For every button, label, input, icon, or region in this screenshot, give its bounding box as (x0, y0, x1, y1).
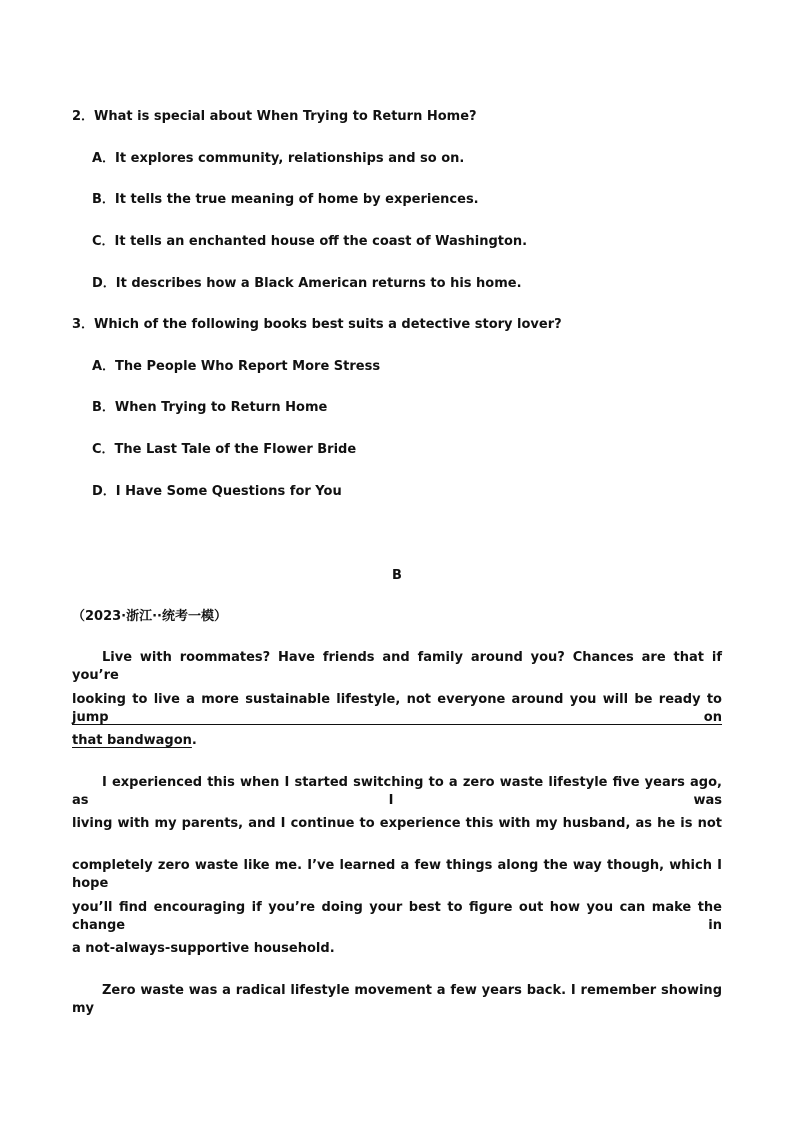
paragraph-1-line-2-text: looking to live a more sustainable lifestyle, not everyone around you will be ready to (72, 692, 722, 707)
paragraph-2-line-4: you’ll find encouraging if you’re doing your best to figure out how you can make the change in (72, 900, 722, 933)
question-3-option-d: D．I Have Some Questions for You (92, 484, 342, 499)
paragraph-2-line-1: I experienced this when I started switching to a zero waste lifestyle five years ago, as I was (72, 775, 722, 808)
paragraph-1-line-3-end: . (191, 733, 197, 748)
question-2-option-b: B．It tells the true meaning of home by experiences. (92, 192, 479, 207)
question-3-option-a: A．The People Who Report More Stress (92, 359, 381, 374)
source-note: （2023·浙江··统考一模） (72, 609, 227, 624)
question-2-option-d: D．It describes how a Black American returns to his home. (92, 276, 522, 291)
paragraph-2-line-2: living with my parents, and I continue to experience this with my husband, as he is not (72, 816, 722, 831)
paragraph-1-line-3 (72, 732, 197, 750)
paragraph-3-line-1: Zero waste was a radical lifestyle movement a few years back. I remember showing my (72, 983, 722, 1016)
paragraph-2-line-3: completely zero waste like me. I’ve learned a few things along the way though, which I hope (72, 858, 722, 891)
question-2-option-a: A．It explores community, relationships and so on. (92, 151, 465, 166)
question-3-option-b: B．When Trying to Return Home (92, 400, 328, 415)
paragraph-1-line-2 (72, 691, 722, 727)
underlined-phrase-part-1: jump on (72, 710, 722, 725)
paragraph-2-line-5: a not-always-supportive household. (72, 941, 335, 956)
question-2-option-c: C．It tells an enchanted house off the coast of Washington. (92, 234, 528, 249)
underlined-phrase-part-2: that bandwagon (72, 733, 192, 748)
question-3-option-c: C．The Last Tale of the Flower Bride (92, 442, 357, 457)
question-3-stem: 3．Which of the following books best suits a detective story lover? (72, 317, 562, 332)
paragraph-1-line-1: Live with roommates? Have friends and family around you? Chances are that if you’re (72, 650, 722, 683)
question-2-stem: 2．What is special about When Trying to Return Home? (72, 109, 477, 124)
section-heading: B (392, 568, 402, 583)
